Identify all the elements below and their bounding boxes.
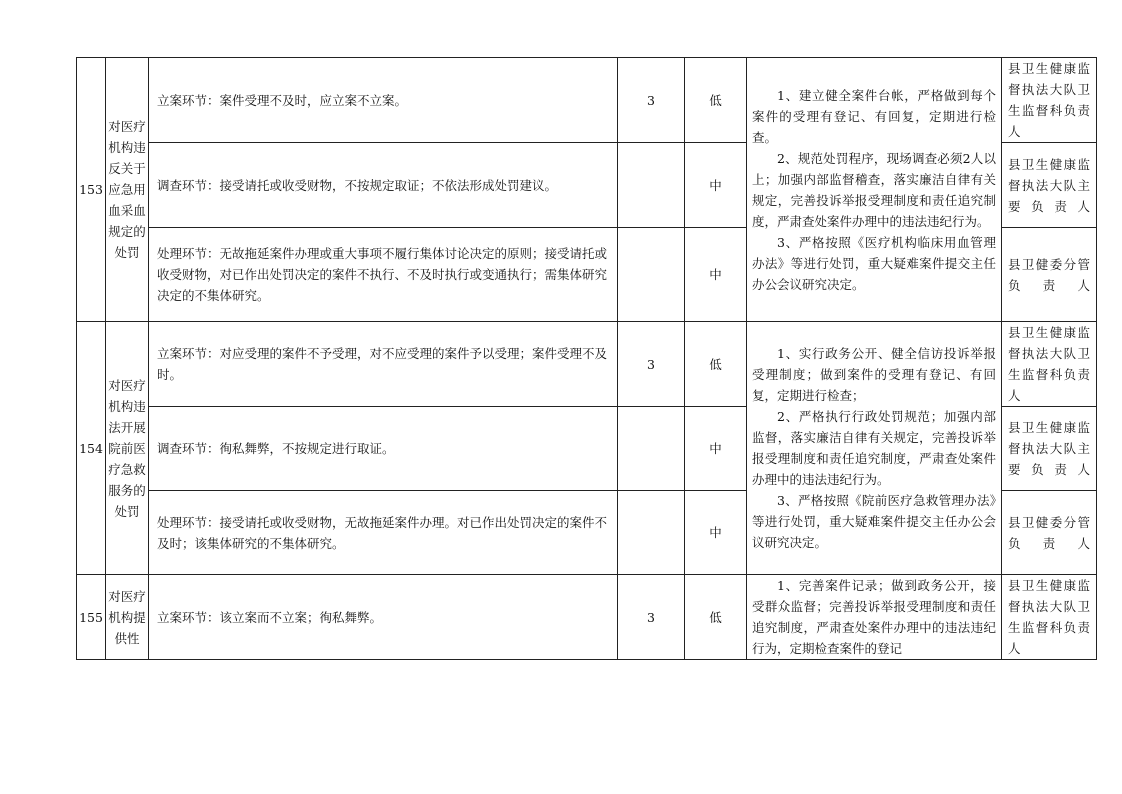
responsible-person: 县卫生健康监督执法大队卫生监督科负责人 <box>1002 58 1097 143</box>
measure-item: 3、严格按照《院前医疗急救管理办法》等进行处罚，重大疑难案件提交主任办公会议研究决定。 <box>752 493 996 550</box>
risk-score: 3 <box>618 575 685 660</box>
risk-score <box>618 491 685 575</box>
table-row <box>77 322 1097 407</box>
prevention-measures <box>747 322 1002 575</box>
risk-level: 中 <box>685 143 747 228</box>
risk-score <box>618 228 685 322</box>
risk-level: 低 <box>685 575 747 660</box>
responsible-person: 县卫健委分管负责人 <box>1002 491 1097 575</box>
table-row <box>77 58 1097 143</box>
risk-link: 调查环节：徇私舞弊，不按规定进行取证。 <box>149 407 618 491</box>
risk-level: 中 <box>685 228 747 322</box>
measure-item: 1、实行政务公开、健全信访投诉举报受理制度；做到案件的受理有登记、有回复，定期进行检查； <box>752 346 996 403</box>
item-number: 155 <box>77 575 106 660</box>
item-number: 153 <box>77 58 106 322</box>
risk-link: 立案环节：该立案而不立案；徇私舞弊。 <box>149 575 618 660</box>
risk-link: 立案环节：对应受理的案件不予受理，对不应受理的案件予以受理；案件受理不及时。 <box>149 322 618 407</box>
responsible-person: 县卫生健康监督执法大队主要负责人 <box>1002 407 1097 491</box>
prevention-measures <box>747 58 1002 322</box>
risk-level: 低 <box>685 58 747 143</box>
responsible-person: 县卫健委分管负责人 <box>1002 228 1097 322</box>
measure-item: 2、规范处罚程序，现场调查必须2人以上；加强内部监督稽查，落实廉洁自律有关规定，完善投诉举报受理制度和责任追究制度，严肃查处案件办理中的违法违纪行为。 <box>752 150 996 229</box>
prevention-measures <box>747 575 1002 660</box>
risk-link: 处理环节：无故拖延案件办理或重大事项不履行集体讨论决定的原则；接受请托或收受财物，对已作出处罚决定的案件不执行、不及时执行或变通执行；需集体研究决定的不集体研究。 <box>149 228 618 322</box>
risk-score <box>618 407 685 491</box>
item-number: 154 <box>77 322 106 575</box>
risk-link: 处理环节：接受请托或收受财物，无故拖延案件办理。对已作出处罚决定的案件不及时；该集体研究的不集体研究。 <box>149 491 618 575</box>
risk-score: 3 <box>618 322 685 407</box>
responsible-person: 县卫生健康监督执法大队卫生监督科负责人 <box>1002 322 1097 407</box>
risk-level: 中 <box>685 491 747 575</box>
risk-score: 3 <box>618 58 685 143</box>
responsible-person: 县卫生健康监督执法大队卫生监督科负责人 <box>1002 575 1097 660</box>
risk-level: 低 <box>685 322 747 407</box>
item-name: 对医疗机构违法开展院前医疗急救服务的处罚 <box>106 322 149 575</box>
measure-item: 2、严格执行行政处罚规范；加强内部监督，落实廉洁自律有关规定，完善投诉举报受理制度和责任追究制度，严肃查处案件办理中的违法违纪行为。 <box>752 409 996 487</box>
risk-score <box>618 143 685 228</box>
measure-item: 3、严格按照《医疗机构临床用血管理办法》等进行处罚，重大疑难案件提交主任办公会议研究决定。 <box>752 234 996 292</box>
risk-table <box>76 57 1097 660</box>
table-row <box>77 575 1097 660</box>
risk-link: 调查环节：接受请托或收受财物，不按规定取证；不依法形成处罚建议。 <box>149 143 618 228</box>
measure-item: 1、完善案件记录；做到政务公开，接受群众监督；完善投诉举报受理制度和责任追究制度，严肃查处案件办理中的违法违纪行为，定期检查案件的登记 <box>752 578 996 656</box>
item-name: 对医疗机构违反关于应急用血采血规定的处罚 <box>106 58 149 322</box>
item-name: 对医疗机构提供性 <box>106 575 149 660</box>
risk-link: 立案环节：案件受理不及时，应立案不立案。 <box>149 58 618 143</box>
risk-level: 中 <box>685 407 747 491</box>
measure-item: 1、建立健全案件台帐，严格做到每个案件的受理有登记、有回复，定期进行检查。 <box>752 87 996 145</box>
responsible-person: 县卫生健康监督执法大队主要负责人 <box>1002 143 1097 228</box>
